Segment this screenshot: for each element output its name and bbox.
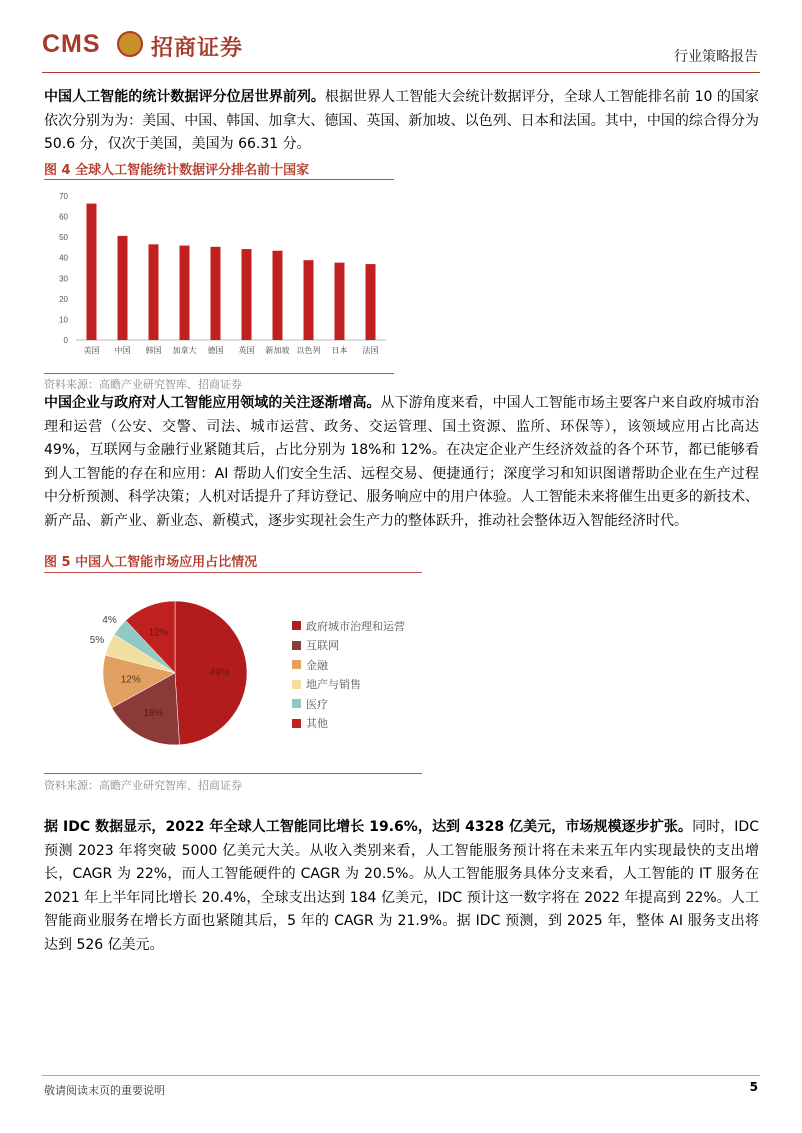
y-tick-label: 40 bbox=[59, 253, 68, 263]
bar bbox=[304, 260, 314, 340]
pie-data-label: 5% bbox=[89, 635, 105, 647]
x-tick-label: 美国 bbox=[83, 346, 100, 355]
legend-label: 金融 bbox=[306, 658, 328, 672]
paragraph-applications bbox=[44, 392, 759, 533]
paragraph-ranking-lead: 中国人工智能的统计数据评分位居世界前列。 bbox=[44, 89, 325, 105]
legend-item bbox=[292, 636, 405, 656]
paragraph-applications-lead: 中国企业与政府对人工智能应用领域的关注逐渐增高。 bbox=[44, 395, 381, 411]
bar bbox=[242, 249, 252, 340]
report-type: 行业策略报告 bbox=[674, 49, 758, 65]
pie-data-label: 18% bbox=[143, 708, 164, 720]
x-tick-label: 德国 bbox=[207, 346, 224, 355]
figure4-title: 图 4 全球人工智能统计数据评分排名前十国家 bbox=[44, 163, 310, 178]
y-tick-label: 0 bbox=[63, 336, 68, 345]
pie-legend bbox=[292, 616, 405, 733]
pie-data-label: 4% bbox=[102, 614, 117, 626]
legend-label: 政府城市治理和运营 bbox=[306, 619, 405, 633]
bar bbox=[273, 251, 283, 340]
pie-data-label: 12% bbox=[120, 674, 141, 686]
x-tick-label: 日本 bbox=[331, 346, 348, 355]
bar-chart bbox=[44, 184, 394, 364]
footer-notice: 敬请阅读末页的重要说明 bbox=[44, 1084, 165, 1097]
bar bbox=[366, 264, 376, 340]
paragraph-idc bbox=[44, 816, 759, 957]
legend-swatch bbox=[292, 680, 301, 689]
bar bbox=[180, 246, 190, 340]
x-tick-label: 新加坡 bbox=[265, 346, 290, 355]
legend-swatch bbox=[292, 719, 301, 728]
legend-item bbox=[292, 694, 405, 714]
bar bbox=[211, 247, 221, 340]
logo-cms-text: CMS bbox=[42, 30, 101, 58]
paragraph-applications-body: 从下游角度来看，中国人工智能市场主要客户来自政府城市治理和运营（公安、交警、司法、城市运营、政务、交运管理、国土资源、监所、环保等），该领域应用占比高达 49%，互联网与金融行业紧随其后，占比分别为 18%和 12%。在决定企业产生经济效益的各个环节，都已能够看到人工智能的存在和应用：AI 帮助人们安全生活、远程交易、便捷通行；深度学习和知识图谱帮助企业在生产过程中分析预测、科学决策；人机对话提升了拜访登记、服务响应中的用户体验。人工智能未来将催生出更多的新技术、新产品、新产业、新业态、新模式，逐步实现社会生产力的整体跃升，推动社会整体迈入智能经济时代。 bbox=[44, 395, 760, 529]
figure5-title: 图 5 中国人工智能市场应用占比情况 bbox=[44, 555, 258, 570]
y-tick-label: 70 bbox=[59, 192, 68, 201]
legend-label: 地产与销售 bbox=[306, 678, 361, 692]
pie-data-label: 49% bbox=[209, 667, 230, 679]
legend-label: 互联网 bbox=[306, 639, 339, 653]
paragraph-ranking-body: 根据世界人工智能大会统计数据评分，全球人工智能排名前 10 的国家依次分别为为：美国、中国、韩国、加拿大、德国、英国、新加坡、以色列、日本和法国。其中，中国的综合得分为 50.6 分，仅次于美国，美国为 66.31 分。 bbox=[44, 89, 760, 152]
bar bbox=[87, 204, 97, 340]
page-number: 5 bbox=[749, 1080, 758, 1094]
figure4-source: 资料来源：高瞻产业研究智库、招商证券 bbox=[44, 378, 242, 391]
logo-badge-icon bbox=[117, 31, 143, 57]
pie-chart bbox=[60, 585, 290, 765]
x-tick-label: 加拿大 bbox=[172, 346, 197, 355]
logo-cn-text: 招商证券 bbox=[151, 36, 244, 61]
legend-swatch bbox=[292, 641, 301, 650]
y-tick-label: 20 bbox=[59, 294, 68, 304]
header-divider bbox=[42, 72, 760, 73]
figure5-bottom-rule bbox=[44, 773, 422, 774]
legend-swatch bbox=[292, 621, 301, 630]
bar bbox=[118, 236, 128, 340]
y-tick-label: 30 bbox=[59, 274, 68, 284]
figure4-top-rule bbox=[44, 179, 394, 180]
legend-label: 医疗 bbox=[306, 697, 328, 711]
figure5-top-rule bbox=[44, 572, 422, 573]
footer-divider bbox=[42, 1075, 760, 1076]
x-tick-label: 韩国 bbox=[145, 346, 162, 355]
legend-item bbox=[292, 714, 405, 734]
y-tick-label: 50 bbox=[59, 233, 68, 243]
bar bbox=[149, 244, 159, 340]
legend-swatch bbox=[292, 660, 301, 669]
x-tick-label: 英国 bbox=[238, 346, 255, 355]
paragraph-idc-lead: 据 IDC 数据显示，2022 年全球人工智能同比增长 19.6%，达到 4328 亿美元，市场规模逐步扩张。 bbox=[44, 819, 693, 835]
bar bbox=[335, 263, 345, 340]
legend-item bbox=[292, 655, 405, 675]
figure4-bottom-rule bbox=[44, 373, 394, 374]
x-tick-label: 法国 bbox=[362, 346, 379, 355]
x-tick-label: 以色列 bbox=[296, 346, 321, 355]
legend-label: 其他 bbox=[306, 717, 328, 731]
legend-item bbox=[292, 675, 405, 695]
legend-item bbox=[292, 616, 405, 636]
paragraph-ranking bbox=[44, 86, 759, 157]
x-tick-label: 中国 bbox=[114, 346, 131, 355]
paragraph-idc-body: 同时，IDC 预测 2023 年将突破 5000 亿美元大关。从收入类别来看，人工智能服务预计将在未来五年内实现最快的支出增长，CAGR 为 22%，而人工智能硬件的 CAGR 为 20.5%。从人工智能服务具体分支来看，人工智能的 IT 服务在 2021 年上半年同比增长 20.4%，全球支出达到 184 亿美元，IDC 预计这一数字将在 2022 年提高到 22%。人工智能商业服务在增长方面也紧随其后，5 年的 CAGR 为 21.9%。据 IDC 预测，到 2025 年，整体 AI 服务支出将达到 526 亿美元。 bbox=[44, 819, 759, 953]
legend-swatch bbox=[292, 699, 301, 708]
pie-data-label: 12% bbox=[148, 627, 169, 639]
y-tick-label: 60 bbox=[59, 212, 68, 222]
y-tick-label: 10 bbox=[59, 315, 68, 325]
figure5-source: 资料来源：高瞻产业研究智库、招商证券 bbox=[44, 779, 242, 792]
